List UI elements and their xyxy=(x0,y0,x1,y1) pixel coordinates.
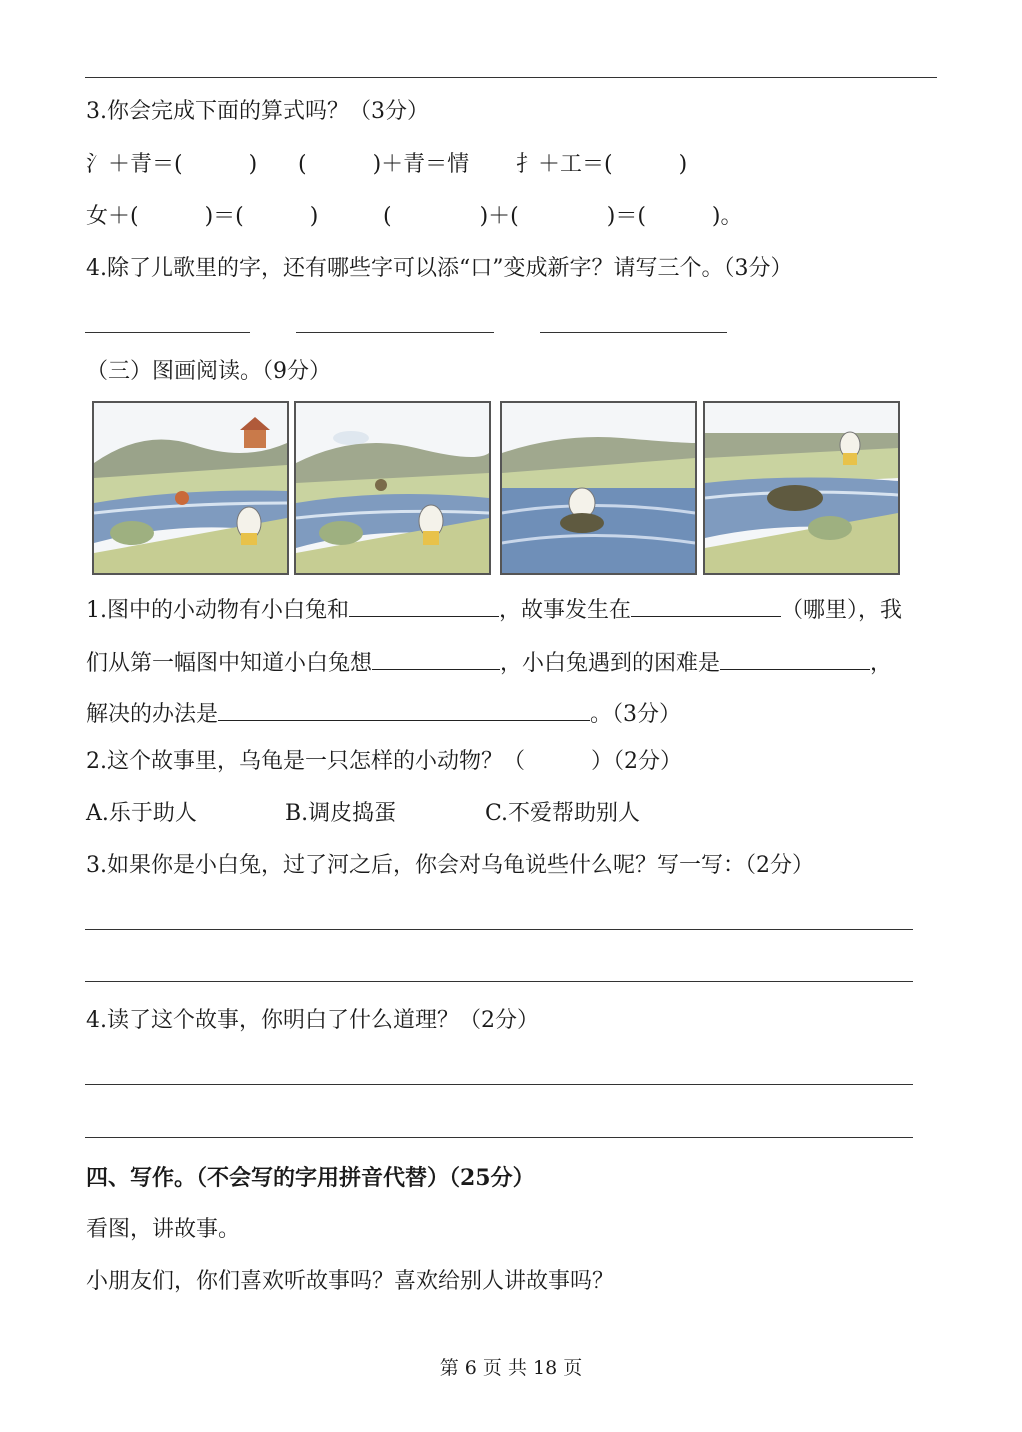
writing-line-1[interactable] xyxy=(85,929,913,930)
writing-line-3[interactable] xyxy=(85,1084,913,1085)
q1-text-h: 。（3分） xyxy=(590,702,682,727)
section-3-title: （三）图画阅读。（9分） xyxy=(86,359,331,384)
section-4-instruction: 看图，讲故事。 xyxy=(86,1217,241,1242)
equation-5: ( )＋( )＝( )。 xyxy=(383,204,743,229)
answer-blank-place[interactable] xyxy=(631,592,781,617)
picture-panel-4 xyxy=(703,401,900,575)
equation-3: 扌＋工＝( ) xyxy=(516,152,688,177)
picture-panel-1 xyxy=(92,401,289,575)
picture-question-1-line-1 xyxy=(86,592,902,626)
q1-text-d: 们从第一幅图中知道小白兔想 xyxy=(86,651,373,676)
q1-text-e: ，小白兔遇到的困难是 xyxy=(500,651,721,676)
picture-panel-3 xyxy=(500,401,697,575)
writing-line-2[interactable] xyxy=(85,981,913,982)
answer-blank-animal[interactable] xyxy=(349,592,499,617)
equation-1: 氵＋青＝( ) xyxy=(86,152,258,177)
picture-question-4-title: 4.读了这个故事，你明白了什么道理？（2分） xyxy=(86,1008,539,1033)
option-c[interactable]: C.不爱帮助别人 xyxy=(485,801,641,826)
picture-question-1-line-2 xyxy=(86,645,892,679)
picture-question-3-title: 3.如果你是小白兔，过了河之后，你会对乌龟说些什么呢？写一写：（2分） xyxy=(86,853,814,878)
question-3-title: 3.你会完成下面的算式吗？（3分） xyxy=(86,99,429,124)
top-rule xyxy=(85,77,937,78)
q1-text-g: 解决的办法是 xyxy=(86,702,219,727)
option-b[interactable]: B.调皮捣蛋 xyxy=(285,801,397,826)
picture-question-1-line-3 xyxy=(86,696,681,730)
question-4-title: 4.除了儿歌里的字，还有哪些字可以添“口”变成新字？请写三个。（3分） xyxy=(86,256,793,281)
answer-line-3[interactable] xyxy=(540,332,727,333)
picture-question-2-title: 2.这个故事里，乌龟是一只怎样的小动物？（ ）（2分） xyxy=(86,749,682,774)
option-a[interactable]: A.乐于助人 xyxy=(86,801,197,826)
q1-text-a: 1.图中的小动物有小白兔和 xyxy=(86,598,349,623)
picture-panel-2 xyxy=(294,401,491,575)
answer-blank-solution[interactable] xyxy=(218,696,590,721)
section-4-prompt: 小朋友们，你们喜欢听故事吗？喜欢给别人讲故事吗？ xyxy=(86,1269,615,1294)
answer-blank-wish[interactable] xyxy=(372,645,500,670)
page-footer: 第 6 页 共 18 页 xyxy=(439,1357,583,1379)
writing-line-4[interactable] xyxy=(85,1137,913,1138)
q1-text-b: ，故事发生在 xyxy=(499,598,632,623)
equation-2: ( )＋青＝情 xyxy=(298,152,470,177)
q1-text-c: （哪里），我 xyxy=(781,598,903,623)
equation-4: 女＋( )＝( ) xyxy=(86,204,319,229)
q1-text-f: ， xyxy=(870,651,893,676)
section-4-title: 四、写作。（不会写的字用拼音代替）（25分） xyxy=(86,1165,535,1191)
answer-line-2[interactable] xyxy=(296,332,494,333)
answer-line-1[interactable] xyxy=(85,332,250,333)
answer-blank-difficulty[interactable] xyxy=(720,645,870,670)
